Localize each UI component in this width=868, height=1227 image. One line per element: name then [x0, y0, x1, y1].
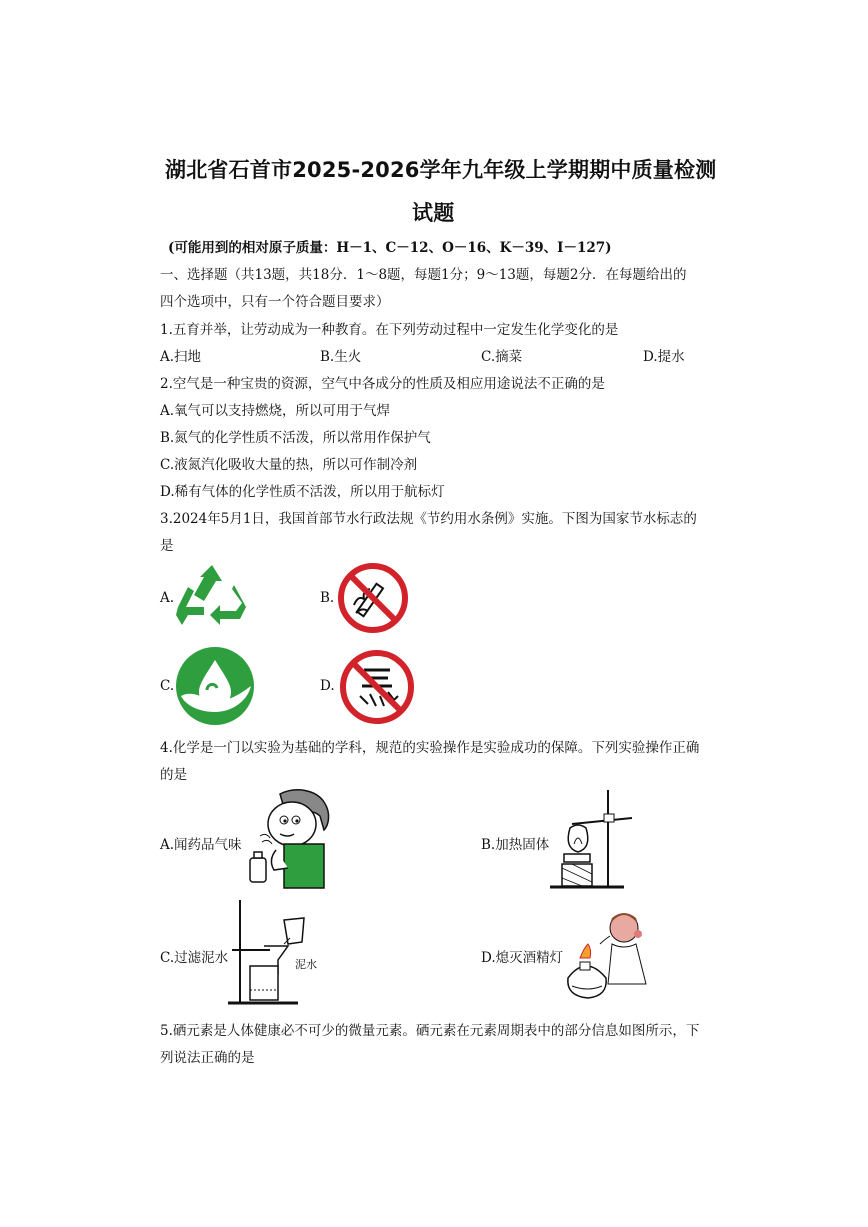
q3-option-c[interactable]: C. [160, 678, 175, 694]
question-5-stem: 5.硒元素是人体健康必不可少的微量元素。硒元素在元素周期表中的部分信息如图所示，下 [160, 1023, 700, 1039]
q2-option-a[interactable]: A.氧气可以支持燃烧，所以可用于气焊 [160, 403, 391, 419]
question-2-stem: 2.空气是一种宝贵的资源，空气中各成分的性质及相应用途说法不正确的是 [160, 376, 605, 392]
q2-option-b[interactable]: B.氮气的化学性质不活泼，所以常用作保护气 [160, 430, 431, 446]
no-smoking-icon [336, 561, 410, 635]
question-4-stem: 4.化学是一门以实验为基础的学科，规范的实验操作是实验成功的保障。下列实验操作正确 [160, 740, 700, 756]
q1-option-d[interactable]: D.提水 [643, 349, 685, 365]
question-4-stem-cont: 的是 [160, 767, 187, 783]
page-title-line2: 试题 [412, 201, 455, 225]
q4-option-c[interactable]: C.过滤泥水 [160, 950, 229, 966]
q4-option-d[interactable]: D.熄灭酒精灯 [481, 950, 564, 966]
heating-apparatus-illustration [548, 788, 636, 890]
no-fireworks-icon [338, 648, 416, 726]
recycle-icon [174, 563, 250, 631]
page-title: 湖北省石首市2025-2026学年九年级上学期期中质量检测 [165, 158, 717, 182]
q4-option-a[interactable]: A.闻药品气味 [160, 837, 242, 853]
q1-option-b[interactable]: B.生火 [320, 349, 362, 365]
water-saving-icon [175, 646, 255, 726]
q2-option-d[interactable]: D.稀有气体的化学性质不活泼，所以用于航标灯 [160, 484, 445, 500]
q4-option-b[interactable]: B.加热固体 [481, 837, 550, 853]
atomic-mass-note: (可能用到的相对原子质量：H－1、C－12、O－16、K－39、I－127) [168, 240, 612, 256]
q3-option-b[interactable]: B. [320, 590, 335, 606]
alcohol-lamp-illustration [552, 906, 656, 1002]
q3-option-d[interactable]: D. [320, 678, 335, 694]
q1-option-a[interactable]: A.扫地 [160, 349, 202, 365]
question-3-stem-cont: 是 [160, 538, 174, 554]
section-heading: 一、选择题（共13题，共18分．1～8题，每题1分；9～13题，每题2分．在每题给出的 [160, 267, 687, 283]
question-5-stem-cont: 列说法正确的是 [160, 1050, 255, 1066]
question-3-stem: 3.2024年5月1日，我国首部节水行政法规《节约用水条例》实施。下图为国家节水标志的 [160, 511, 697, 527]
q2-option-c[interactable]: C.液氮汽化吸收大量的热，所以可作制冷剂 [160, 457, 418, 473]
section-heading-cont: 四个选项中，只有一个符合题目要求） [160, 294, 390, 310]
filtration-apparatus-illustration [226, 898, 326, 1006]
mud-water-label: 泥水 [295, 958, 317, 971]
question-1-stem: 1.五育并举，让劳动成为一种教育。在下列劳动过程中一定发生化学变化的是 [160, 322, 619, 338]
q1-option-c[interactable]: C.摘菜 [481, 349, 523, 365]
q3-option-a[interactable]: A. [160, 590, 175, 606]
smelling-person-illustration [240, 786, 340, 890]
